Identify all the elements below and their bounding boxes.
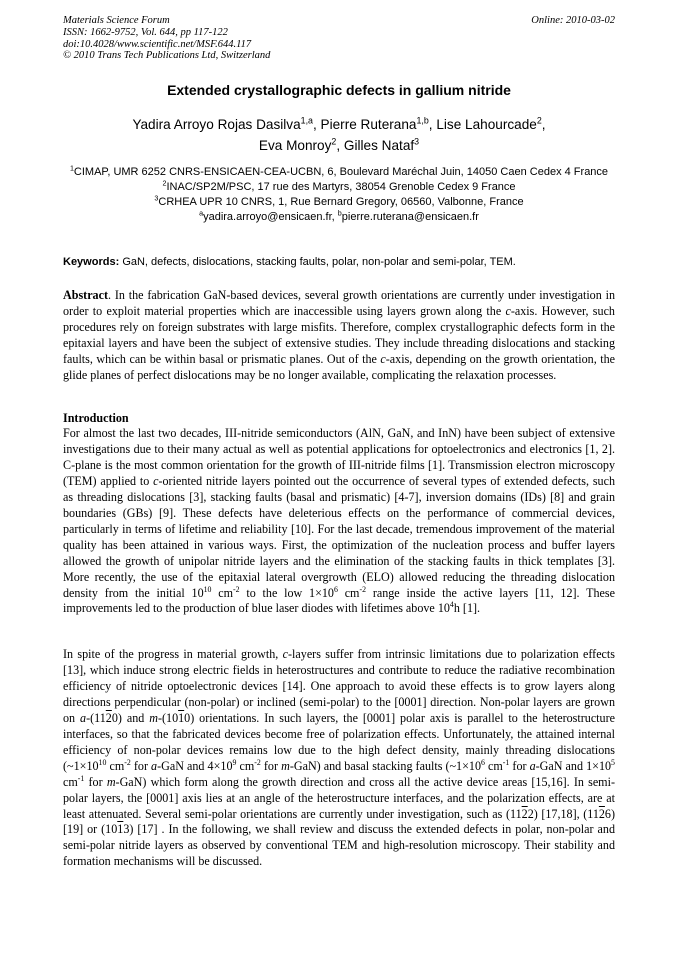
abstract-label: Abstract [63, 288, 109, 302]
email-a[interactable]: yadira.arroyo@ensicaen.fr [203, 211, 332, 223]
affiliation-1: $^1$CIMAP, UMR 6252 CNRS-ENSICAEN-CEA-UCBN, 6, Boulevard Maréchal Juin, 14050 Caen Cedex 4 France [69, 164, 609, 178]
abstract: Abstract. In the fabrication GaN-based devices, several growth orientations are currently under investigation in order to exploit material properties which are inaccessible using layers grown along the c-axis. However, such procedures rely on foreign substrates with large misfits. Therefore, complex crystallographic defects form in the epitaxial layers and have been the subject of extensive studies. They include threading dislocations and stacking faults, which can be within basal or prismatic planes. Out of the c-axis, depending on the growth orientation, the glide planes of perfect dislocations may be no longer available, complicating the relaxation processes. [63, 288, 615, 382]
journal-header [63, 15, 615, 62]
issn: ISSN: 1662-9752, Vol. 644, pp 117-122 [63, 26, 228, 38]
author-list: Yadira Arroyo Rojas Dasilva$^{1,a}$, Pierre Ruterana$^{1,b}$, Lise Lahourcade$^2$, Eva Monroy$^2$, Gilles Nataf$^3$ [132, 115, 546, 153]
keywords [63, 256, 615, 268]
author: Yadira Arroyo Rojas Dasilva [132, 117, 301, 132]
keywords-label: Keywords: [63, 256, 120, 268]
emails: $^a$yadira.arroyo@ensicaen.fr, $^b$pierre.ruterana@ensicaen.fr [199, 209, 479, 223]
author: Eva Monroy [258, 138, 332, 153]
journal-name: Materials Science Forum [63, 15, 170, 26]
doi: doi:10.4028/www.scientific.net/MSF.644.117 [63, 38, 252, 50]
section-heading-introduction: Introduction [63, 411, 129, 425]
online-date: Online: 2010-03-02 [531, 15, 615, 26]
affiliation-3: $^3$CRHEA UPR 10 CNRS, 1, Rue Bernard Gregory, 06560, Valbonne, France [154, 194, 524, 208]
affiliations [64, 165, 614, 225]
email-b[interactable]: pierre.ruterana@ensicaen.fr [341, 211, 479, 223]
affiliation-2: $^2$INAC/SP2M/PSC, 17 rue des Martyrs, 38054 Grenoble Cedex 9 France [162, 179, 516, 193]
keywords-text: GaN, defects, dislocations, stacking faults, polar, non-polar and semi-polar, TEM. [122, 256, 516, 268]
copyright: © 2010 Trans Tech Publications Ltd, Switzerland [63, 50, 271, 62]
author: Pierre Ruterana [320, 117, 417, 132]
intro-paragraph-2: In spite of the progress in material growth, c-layers suffer from intrinsic limitations due to polarization effects [13], which induce strong electric fields in heterostructures and contribute to reduce the radiative recombination efficiency of nitride optoelectronic devices [14]. One approach to avoid these effects is to grow layers along directions perpendicular (non-polar) or inclined (semi-polar) to the [0001] direction. Non-polar layers are grown on a-(1120) and m-(1010) orientations. In such layers, the [0001] polar axis is parallel to the heterostructure interfaces, so that the fabricated devices become free of polarization effects. Unfortunately, the attained internal efficiency of non-polar devices remains low due to the high defect density, mainly threading dislocations ($\sim 1\times 10^{10}$ $cm^{-2}$ for a-GaN and $4\times 10^9$ $cm^{-2}$ for m-GaN) and basal stacking faults ($\sim 1\times 10^6$ $cm^{-1}$ for a-GaN and $1\times 10^5$ $cm^{-1}$ for m-GaN) which form along the growth direction and cross all the active device areas [15,16]. In semi-polar layers, the [0001] axis lies at an angle of the heterostructure interfaces, and the polarization effects, are at least attenuated. Several semi-polar orientations are currently under investigation, such as (1122) [17,18], (1126) [19] or (1013) [17] . In the following, we shall review and discuss the extended defects in polar, non-polar and semi-polar nitride layers as observed by conventional TEM and high-resolution microscopy. Their stability and formation mechanisms will be discussed. [63, 647, 615, 869]
author: Gilles Nataf [343, 138, 415, 153]
author: Lise Lahourcade [436, 117, 537, 132]
paper-title: Extended crystallographic defects in gallium nitride [167, 82, 511, 98]
intro-paragraph-1: For almost the last two decades, III-nitride semiconductors (AlN, GaN, and InN) have been subject of extensive investigations due to their many actual as well as potential applications for optoelectronics and electronics [1, 2]. C-plane is the most common orientation for the growth of III-nitride films [1]. Transmission electron microscopy (TEM) applied to c-oriented nitride layers pointed out the occurrence of several types of extended defects, such as threading dislocations [3], stacking faults (basal and prismatic) [4-7], inversion domains (IDs) [8] and grain boundaries (GBs) [9]. These defects have deleterious effects on the performance of commercial devices, particularly in terms of lifetime and reliability [10]. For the last decade, tremendous improvement of the material quality has been attained in various ways. First, the optimization of the nucleation process and buffer layers allowed the growth of unipolar nitride layers and the elimination of the stacking faults in thick templates [3]. More recently, the use of the epitaxial lateral overgrowth (ELO) allowed reducing the threading dislocation density from the initial $10^{10}$ $cm^{-2}$ to the low $1\times 10^6$ $cm^{-2}$ range inside the active layers [11, 12]. These improvements led to the production of blue laser diodes with lifetimes above $10^4h$ [1]. [63, 426, 616, 616]
